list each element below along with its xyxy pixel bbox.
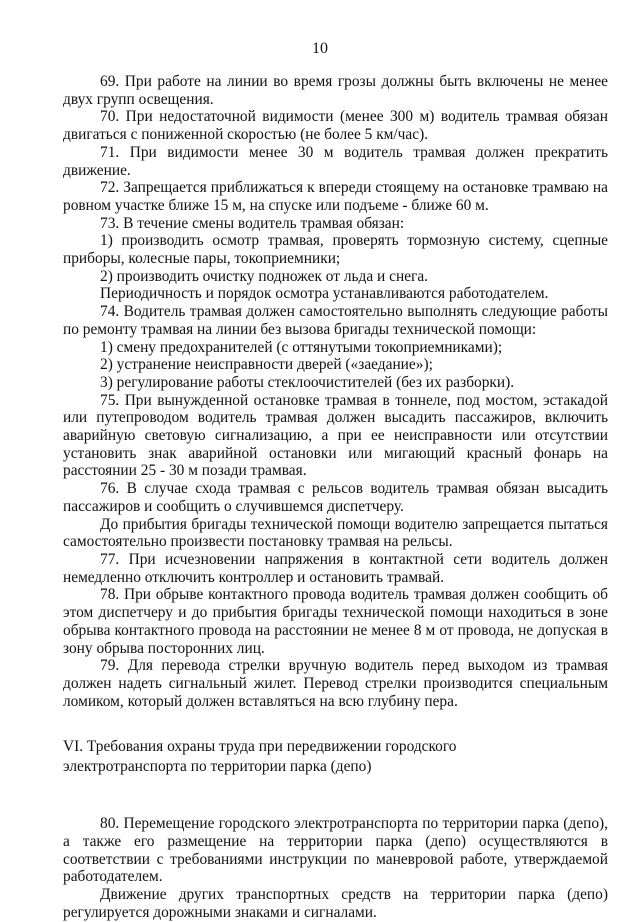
document-body — [63, 73, 608, 922]
list-item-73-2: 2) производить очистку подножек от льда и снега. — [100, 267, 429, 285]
list-item-74-1: 1) смену предохранителей (с оттянутыми токоприемниками); — [100, 338, 503, 356]
list-item-74-2: 2) устранение неисправности дверей («заедание»); — [100, 356, 433, 374]
paragraph-73-note: Периодичность и порядок осмотра устанавливаются работодателем. — [100, 285, 549, 303]
paragraph-69: 69. При работе на линии во время грозы должны быть включены не менее двух групп освещения. — [63, 73, 608, 108]
paragraph-80: 80. Перемещение городского электротранспорта по территории парка (депо), а также его размещение на территории парка (депо) осуществляются в соответствии с требованиями инструкции по маневровой работе, утверждаемой работодателем. — [63, 815, 608, 886]
paragraph-76-note: До прибытия бригады технической помощи водителю запрещается пытаться самостоятельно произвести постановку трамвая на рельсы. — [63, 515, 608, 551]
paragraph-74: 74. Водитель трамвая должен самостоятельно выполнять следующие работы по ремонту трамвая на линии без вызова бригады технической помощи: — [63, 303, 608, 338]
paragraph-73: 73. В течение смены водитель трамвая обязан: — [100, 214, 405, 232]
paragraph-79: 79. Для перевода стрелки вручную водитель перед выходом из трамвая должен надеть сигнальный жилет. Перевод стрелки производится специальным ломиком, который должен вставляться на всю глубину пера. — [63, 657, 608, 710]
paragraph-76: 76. В случае схода трамвая с рельсов водитель трамвая обязан высадить пассажиров и сообщить о случившемся диспетчеру. — [63, 480, 608, 515]
page-number: 10 — [312, 40, 328, 57]
section-heading-line-2: электротранспорта по территории парка (депо) — [63, 758, 372, 776]
paragraph-72: 72. Запрещается приближаться к впереди стоящему на остановке трамваю на ровном участке ближе 15 м, на спуске или подъеме - ближе 60 м. — [63, 179, 608, 214]
paragraph-80-note: Движение других транспортных средств на территории парка (депо) регулируется дорожными знаками и сигналами. — [63, 886, 608, 921]
paragraph-71: 71. При видимости менее 30 м водитель трамвая должен прекратить движение. — [63, 143, 608, 179]
paragraph-78: 78. При обрыве контактного провода водитель трамвая должен сообщить об этом диспетчеру и до прибытия бригады технической помощи находиться в зоне обрыва контактного провода на расстоянии не менее 8 м от провода, не допуская в зону обрыва посторонних лиц. — [63, 586, 608, 657]
paragraph-77: 77. При исчезновении напряжения в контактной сети водитель должен немедленно отключить контроллер и остановить трамвай. — [63, 550, 608, 586]
section-heading-line-1: VI. Требования охраны труда при передвижении городского — [63, 738, 457, 756]
paragraph-70: 70. При недостаточной видимости (менее 300 м) водитель трамвая обязан двигаться с пониженной скоростью (не более 5 км/час). — [63, 108, 608, 144]
paragraph-75: 75. При вынужденной остановке трамвая в тоннеле, под мостом, эстакадой или путепроводом водитель трамвая должен высадить пассажиров, включить аварийную световую сигнализацию, а при ее неисправности или отсутствии установить знак аварийной остановки или мигающий красный фонарь на расстоянии 25 - 30 м позади трамвая. — [63, 391, 608, 480]
list-item-73-1: 1) производить осмотр трамвая, проверять тормозную систему, сцепные приборы, колесные пары, токоприемники; — [63, 232, 608, 268]
section-heading — [63, 737, 608, 777]
list-item-74-3: 3) регулирование работы стеклоочистителей (без их разборки). — [100, 373, 515, 391]
